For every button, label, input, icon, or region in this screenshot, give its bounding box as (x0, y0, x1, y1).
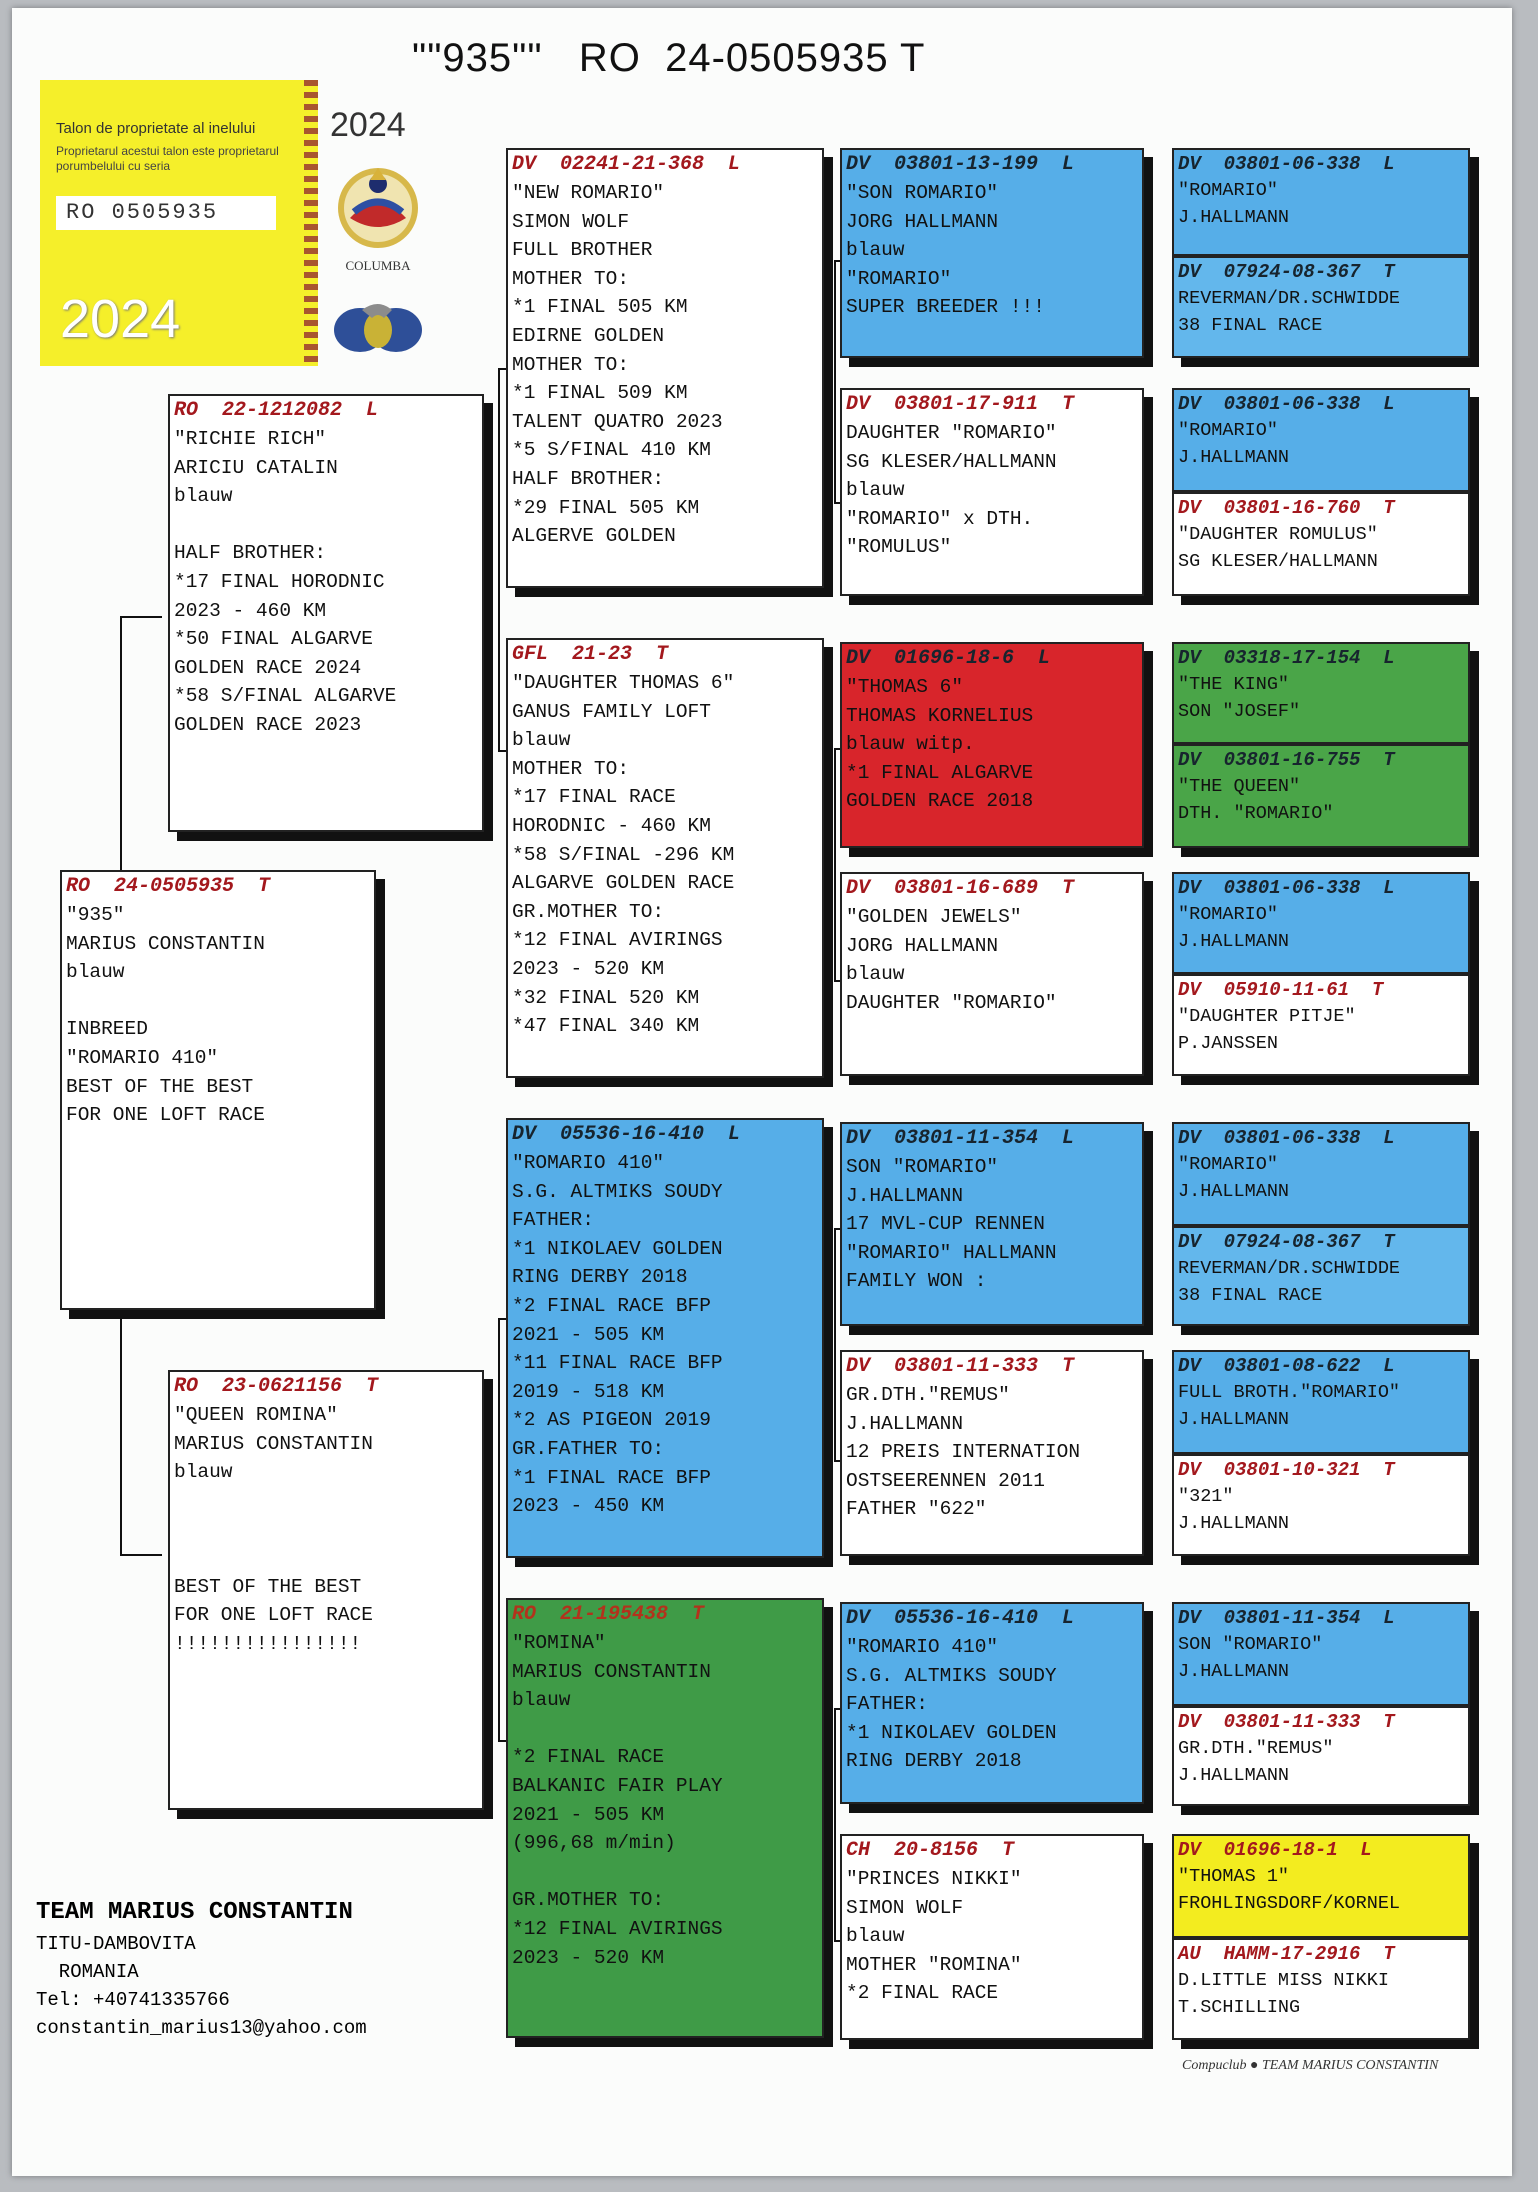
info-line: DAUGHTER "ROMARIO" (846, 422, 1057, 444)
pigeon-info (1178, 417, 1464, 471)
columba-logo (330, 158, 426, 278)
info-line: *5 S/FINAL 410 KM (512, 439, 711, 462)
pigeon-info (1178, 1003, 1464, 1057)
info-line: "THE QUEEN" (1178, 776, 1301, 797)
ring-number: DV 07924-08-367 T (1178, 1231, 1395, 1253)
pigeon-g11[interactable] (1172, 1350, 1470, 1454)
ring-number: DV 03801-11-354 L (846, 1127, 1075, 1150)
info-line: "DAUGHTER ROMULUS" (1178, 524, 1378, 545)
info-line: "935" (66, 904, 125, 926)
pigeon-g1[interactable] (1172, 148, 1470, 256)
info-line: S.G. ALTMIKS SOUDY (512, 1180, 723, 1203)
pigeon-info (512, 1149, 818, 1521)
pigeon-g13[interactable] (1172, 1602, 1470, 1706)
pigeon-info (66, 901, 370, 1130)
info-line: FOR ONE LOFT RACE (66, 1104, 265, 1127)
info-line: SON "ROMARIO" (846, 1156, 999, 1178)
info-line: "ROMARIO" (1178, 904, 1278, 925)
connector-father (120, 616, 162, 882)
info-line: *1 FINAL RACE BFP (512, 1466, 711, 1489)
info-line: DTH. "ROMARIO" (1178, 803, 1334, 824)
info-line: *47 FINAL 340 KM (512, 1015, 700, 1038)
pigeon-info (1178, 1967, 1464, 2021)
pigeon-mmm[interactable] (840, 1834, 1144, 2040)
info-line: *2 FINAL RACE BFP (512, 1294, 711, 1317)
info-line: P.JANSSEN (1178, 1033, 1278, 1054)
pigeon-g6[interactable] (1172, 744, 1470, 848)
info-line: 38 FINAL RACE (1178, 1285, 1323, 1306)
info-line: "ROMARIO" (846, 267, 952, 290)
ring-number: DV 05536-16-410 L (512, 1123, 741, 1146)
info-line: MARIUS CONSTANTIN (512, 1660, 711, 1683)
info-line: GR.MOTHER TO: (512, 1889, 665, 1912)
pigeon-mother[interactable] (168, 1370, 484, 1810)
info-line: "ROMULUS" (846, 536, 952, 559)
pigeon-main[interactable] (60, 870, 376, 1310)
info-line: BALKANIC FAIR PLAY (512, 1774, 723, 1797)
info-line: MOTHER TO: (512, 757, 630, 780)
info-line: GOLDEN RACE 2024 (174, 656, 362, 679)
pigeon-info (846, 903, 1138, 1017)
info-line: 17 MVL-CUP RENNEN (846, 1213, 1045, 1236)
pigeon-g9[interactable] (1172, 1122, 1470, 1226)
pigeon-info (1178, 773, 1464, 827)
pigeon-info (1178, 1255, 1464, 1309)
team-country: ROMANIA (36, 1961, 139, 1983)
ring-number: DV 03801-13-199 L (846, 153, 1075, 176)
talon-ring-number: RO 0505935 (56, 196, 276, 230)
pigeon-mf[interactable] (506, 1118, 824, 1558)
ring-ownership-card (40, 80, 318, 366)
team-email[interactable]: constantin_marius13@yahoo.com (36, 2017, 367, 2039)
info-line: GOLDEN RACE 2018 (846, 790, 1034, 813)
info-line: J.HALLMANN (1178, 1765, 1290, 1786)
info-line: TALENT QUATRO 2023 (512, 410, 723, 433)
pigeon-info (1178, 1735, 1464, 1789)
info-line: GOLDEN RACE 2023 (174, 713, 362, 736)
info-line: GR.MOTHER TO: (512, 900, 665, 923)
ring-number: DV 03801-11-333 T (846, 1355, 1075, 1378)
pigeon-info (1178, 671, 1464, 725)
software-credit: Compuclub ● TEAM MARIUS CONSTANTIN (1182, 2058, 1439, 2073)
info-line: S.G. ALTMIKS SOUDY (846, 1664, 1057, 1687)
info-line: FROHLINGSDORF/KORNEL (1178, 1893, 1401, 1914)
info-line: ALGARVE GOLDEN RACE (512, 872, 735, 895)
info-line: SG KLESER/HALLMANN (1178, 551, 1378, 572)
info-line: FATHER: (846, 1693, 928, 1716)
pigeon-mfm[interactable] (840, 1350, 1144, 1556)
info-line: BEST OF THE BEST (174, 1575, 362, 1598)
pigeon-info (174, 425, 478, 740)
info-line: MOTHER TO: (512, 267, 630, 290)
info-line: J.HALLMANN (846, 1184, 964, 1207)
info-line: "THOMAS 1" (1178, 1866, 1290, 1887)
info-line: "ROMARIO 410" (66, 1046, 219, 1069)
pigeon-mmf[interactable] (840, 1602, 1144, 1804)
info-line: J.HALLMANN (1178, 1513, 1290, 1534)
info-line: J.HALLMANN (1178, 1181, 1290, 1202)
talon-subtext: Proprietarul acestui talon este proprietarul porumbelului cu seria (56, 144, 279, 173)
ring-number: DV 03801-11-354 L (1178, 1607, 1395, 1629)
info-line: *2 AS PIGEON 2019 (512, 1409, 711, 1432)
ring-number: DV 05536-16-410 L (846, 1607, 1075, 1630)
ring-number: RO 22-1212082 L (174, 399, 379, 422)
info-line: *17 FINAL RACE (512, 786, 676, 809)
pigeon-g16[interactable] (1172, 1938, 1470, 2040)
pigeon-info (1178, 285, 1464, 339)
info-line: *50 FINAL ALGARVE (174, 628, 373, 651)
pigeon-g2[interactable] (1172, 256, 1470, 358)
info-line: "PRINCES NIKKI" (846, 1868, 1022, 1890)
ring-number: DV 07924-08-367 T (1178, 261, 1395, 283)
info-line: 12 PREIS INTERNATION (846, 1441, 1081, 1464)
pigeon-info (1178, 1631, 1464, 1685)
info-line: MARIUS CONSTANTIN (66, 932, 265, 955)
perforation-edge (304, 80, 318, 366)
pigeon-father[interactable] (168, 394, 484, 832)
info-line: *29 FINAL 505 KM (512, 496, 700, 519)
info-line: GR.FATHER TO: (512, 1437, 665, 1460)
pigeon-g10[interactable] (1172, 1226, 1470, 1326)
team-city: TITU-DAMBOVITA (36, 1933, 196, 1955)
ring-number: DV 03801-06-338 L (1178, 1127, 1395, 1149)
ring-number: CH 20-8156 T (846, 1839, 1015, 1862)
info-line: !!!!!!!!!!!!!!!! (174, 1632, 362, 1655)
info-line (174, 1487, 478, 1516)
info-line: SON "JOSEF" (1178, 701, 1301, 722)
ring-number: DV 05910-11-61 T (1178, 979, 1384, 1001)
info-line: *58 S/FINAL -296 KM (512, 843, 735, 866)
pigeon-ffm[interactable] (840, 388, 1144, 596)
info-line: SUPER BREEDER !!! (846, 296, 1045, 319)
pigeon-info (846, 673, 1138, 816)
info-line: *1 NIKOLAEV GOLDEN (512, 1237, 723, 1260)
ring-number: AU HAMM-17-2916 T (1178, 1943, 1395, 1965)
pigeon-emblem-icon (332, 296, 424, 356)
info-line: 2023 - 520 KM (512, 1946, 665, 1969)
pigeon-g3[interactable] (1172, 388, 1470, 492)
pigeon-info (846, 1865, 1138, 2008)
pigeon-fmm[interactable] (840, 872, 1144, 1076)
info-line: *58 S/FINAL ALGARVE (174, 685, 397, 708)
info-line: 38 FINAL RACE (1178, 315, 1323, 336)
info-line (66, 987, 370, 1016)
pigeon-info (512, 179, 818, 551)
info-line: FULL BROTHER (512, 239, 653, 262)
info-line: blauw (512, 1689, 571, 1712)
pigeon-g14[interactable] (1172, 1706, 1470, 1806)
info-line: "ROMARIO 410" (512, 1152, 665, 1174)
pigeon-g12[interactable] (1172, 1454, 1470, 1556)
info-line (174, 1515, 478, 1544)
info-line: FAMILY WON : (846, 1270, 987, 1293)
info-line: FATHER: (512, 1209, 594, 1232)
info-line: *32 FINAL 520 KM (512, 986, 700, 1009)
ring-number: GFL 21-23 T (512, 643, 669, 666)
pigeon-info (846, 419, 1138, 562)
info-line: HORODNIC - 460 KM (512, 814, 711, 837)
info-line: blauw (846, 1925, 905, 1948)
pigeon-info (1178, 177, 1464, 231)
info-line: GANUS FAMILY LOFT (512, 700, 711, 723)
columba-emblem-icon (330, 158, 426, 258)
ring-number: DV 03801-16-689 T (846, 877, 1075, 900)
ring-number: DV 03801-06-338 L (1178, 393, 1395, 415)
info-line: blauw (174, 1461, 233, 1484)
info-line: ARICIU CATALIN (174, 456, 338, 479)
pigeon-info (846, 1381, 1138, 1524)
team-phone: Tel: +40741335766 (36, 1989, 230, 2011)
team-contact (36, 1896, 367, 2042)
info-line: J.HALLMANN (1178, 1661, 1290, 1682)
pigeon-info (1178, 1483, 1464, 1537)
ring-number: DV 03801-16-755 T (1178, 749, 1395, 771)
pigeon-info (1178, 521, 1464, 575)
info-line: "QUEEN ROMINA" (174, 1404, 338, 1426)
info-line: 2019 - 518 KM (512, 1380, 665, 1403)
info-line: *17 FINAL HORODNIC (174, 570, 385, 593)
info-line: REVERMAN/DR.SCHWIDDE (1178, 1258, 1401, 1279)
pigeon-fmf[interactable] (840, 642, 1144, 848)
info-line: "DAUGHTER PITJE" (1178, 1006, 1356, 1027)
ring-number: DV 03801-08-622 L (1178, 1355, 1395, 1377)
pigeon-info (1178, 901, 1464, 955)
pigeon-g5[interactable] (1172, 642, 1470, 744)
info-line: *11 FINAL RACE BFP (512, 1352, 723, 1375)
info-line: ALGERVE GOLDEN (512, 525, 676, 548)
info-line: J.HALLMANN (1178, 931, 1290, 952)
ring-number: RO 24-0505935 T (66, 875, 271, 898)
info-line: (996,68 m/min) (512, 1832, 676, 1855)
pigeon-info (174, 1401, 478, 1658)
info-line: blauw (174, 485, 233, 508)
info-line: DAUGHTER "ROMARIO" (846, 991, 1057, 1014)
info-line: GR.DTH."REMUS" (1178, 1738, 1334, 1759)
info-line: SG KLESER/HALLMANN (846, 450, 1057, 473)
info-line: JORG HALLMANN (846, 210, 999, 233)
info-line: *2 FINAL RACE (846, 1982, 999, 2005)
info-line: J.HALLMANN (1178, 207, 1290, 228)
pigeon-info (846, 1633, 1138, 1776)
pigeon-g8[interactable] (1172, 974, 1470, 1076)
pigeon-info (1178, 1151, 1464, 1205)
info-line: MOTHER "ROMINA" (846, 1953, 1022, 1976)
info-line: blauw (66, 961, 125, 984)
pigeon-info (512, 1629, 818, 1972)
info-line: *1 FINAL 509 KM (512, 382, 688, 405)
info-line: *12 FINAL AVIRINGS (512, 929, 723, 952)
info-line: blauw witp. (846, 733, 975, 756)
pigeon-info (1178, 1379, 1464, 1433)
pigeon-info (846, 1153, 1138, 1296)
ring-number: DV 01696-18-1 L (1178, 1839, 1372, 1861)
ring-number: DV 03801-06-338 L (1178, 877, 1395, 899)
info-line: SIMON WOLF (846, 1896, 964, 1919)
info-line: "RICHIE RICH" (174, 428, 327, 450)
info-line: "ROMARIO" (1178, 180, 1278, 201)
info-line: SIMON WOLF (512, 210, 630, 233)
info-line: D.LITTLE MISS NIKKI (1178, 1970, 1389, 1991)
info-line: INBREED (66, 1018, 148, 1041)
info-line: "ROMINA" (512, 1632, 606, 1654)
info-line: FATHER "622" (846, 1498, 987, 1521)
info-line: "SON ROMARIO" (846, 182, 999, 204)
pigeon-g4[interactable] (1172, 492, 1470, 596)
ring-number: DV 03801-11-333 T (1178, 1711, 1395, 1733)
info-line: "NEW ROMARIO" (512, 182, 665, 204)
info-line: GR.DTH."REMUS" (846, 1384, 1010, 1406)
info-line: *1 FINAL ALGARVE (846, 761, 1034, 784)
team-name: TEAM MARIUS CONSTANTIN (36, 1899, 353, 1926)
pigeon-info (846, 179, 1138, 322)
info-line: "321" (1178, 1486, 1234, 1507)
info-line: BEST OF THE BEST (66, 1075, 254, 1098)
info-line: "ROMARIO" x DTH. (846, 507, 1034, 530)
info-line: MOTHER TO: (512, 353, 630, 376)
pigeon-mm[interactable] (506, 1598, 824, 2038)
pigeon-fff[interactable] (840, 148, 1144, 358)
pigeon-mff[interactable] (840, 1122, 1144, 1326)
pigeon-info (512, 669, 818, 1041)
info-line: "GOLDEN JEWELS" (846, 906, 1022, 928)
info-line: *1 NIKOLAEV GOLDEN (846, 1721, 1057, 1744)
page-title: ""935"" RO 24-0505935 T (412, 36, 926, 80)
info-line: "THOMAS 6" (846, 676, 964, 698)
info-line: 2021 - 505 KM (512, 1323, 665, 1346)
info-line: FOR ONE LOFT RACE (174, 1604, 373, 1627)
info-line: "THE KING" (1178, 674, 1290, 695)
ring-number: DV 02241-21-368 L (512, 153, 741, 176)
info-line: blauw (846, 479, 905, 502)
info-line: J.HALLMANN (1178, 447, 1290, 468)
info-line (174, 1544, 478, 1573)
info-line: 2021 - 505 KM (512, 1803, 665, 1826)
info-line (512, 1715, 818, 1744)
info-line: EDIRNE GOLDEN (512, 324, 665, 347)
season-year: 2024 (330, 106, 406, 144)
info-line: blauw (512, 729, 571, 752)
info-line: REVERMAN/DR.SCHWIDDE (1178, 288, 1401, 309)
club-logo (332, 296, 424, 356)
info-line: THOMAS KORNELIUS (846, 704, 1034, 727)
ring-number: DV 03801-10-321 T (1178, 1459, 1395, 1481)
info-line: JORG HALLMANN (846, 934, 999, 957)
info-line: SON "ROMARIO" (1178, 1634, 1323, 1655)
info-line: MARIUS CONSTANTIN (174, 1432, 373, 1455)
info-line: "ROMARIO" HALLMANN (846, 1241, 1057, 1264)
info-line: *1 FINAL 505 KM (512, 296, 688, 319)
info-line: *12 FINAL AVIRINGS (512, 1917, 723, 1940)
pigeon-g7[interactable] (1172, 872, 1470, 974)
ring-number: RO 21-195438 T (512, 1603, 705, 1626)
ring-number: DV 03318-17-154 L (1178, 647, 1395, 669)
info-line: HALF BROTHER: (174, 542, 327, 565)
info-line: RING DERBY 2018 (846, 1750, 1022, 1773)
talon-year: 2024 (60, 289, 181, 349)
ring-number: DV 03801-16-760 T (1178, 497, 1395, 519)
info-line: blauw (846, 239, 905, 262)
info-line: 2023 - 520 KM (512, 957, 665, 980)
info-line: RING DERBY 2018 (512, 1266, 688, 1289)
ring-number: RO 23-0621156 T (174, 1375, 379, 1398)
ring-number: DV 03801-17-911 T (846, 393, 1075, 416)
info-line: "ROMARIO 410" (846, 1636, 999, 1658)
info-line: "DAUGHTER THOMAS 6" (512, 672, 735, 694)
pigeon-g15[interactable] (1172, 1834, 1470, 1938)
info-line: 2023 - 450 KM (512, 1495, 665, 1518)
pigeon-info (1178, 1863, 1464, 1917)
info-line: blauw (846, 963, 905, 986)
info-line: FULL BROTH."ROMARIO" (1178, 1382, 1401, 1403)
info-line: OSTSEERENNEN 2011 (846, 1469, 1045, 1492)
info-line: 2023 - 460 KM (174, 599, 327, 622)
info-line (512, 1858, 818, 1887)
columba-label: COLUMBA (345, 258, 411, 273)
info-line: HALF BROTHER: (512, 467, 665, 490)
info-line: J.HALLMANN (1178, 1409, 1290, 1430)
info-line: "ROMARIO" (1178, 1154, 1278, 1175)
ring-number: DV 03801-06-338 L (1178, 153, 1395, 175)
ring-number: DV 01696-18-6 L (846, 647, 1051, 670)
info-line: "ROMARIO" (1178, 420, 1278, 441)
pedigree-sheet (12, 8, 1512, 2176)
pigeon-fm[interactable] (506, 638, 824, 1078)
talon-heading: Talon de proprietate al inelului (56, 120, 256, 137)
info-line: *2 FINAL RACE (512, 1746, 665, 1769)
pigeon-ff[interactable] (506, 148, 824, 588)
info-line: T.SCHILLING (1178, 1997, 1301, 2018)
info-line: J.HALLMANN (846, 1412, 964, 1435)
info-line (174, 511, 478, 540)
